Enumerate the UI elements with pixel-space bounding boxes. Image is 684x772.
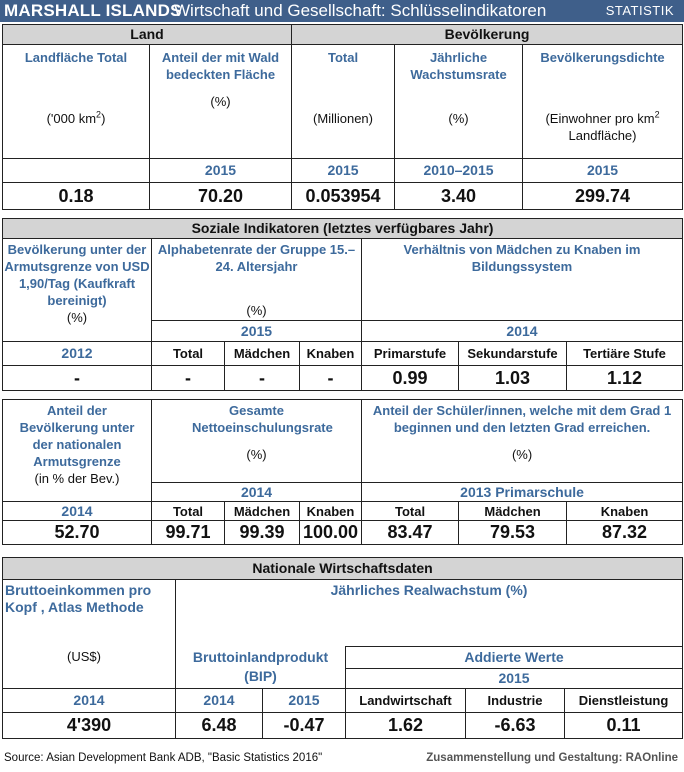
literacy-year: 2015 (152, 321, 362, 342)
ratio-value-primary: 0.99 (362, 366, 459, 391)
completion-col-boys: Knaben (567, 502, 683, 521)
gni-unit: (US$) (67, 649, 101, 664)
forest-cell (150, 45, 292, 159)
growth-unit: (%) (448, 111, 469, 126)
enrol-year: 2014 (152, 483, 362, 502)
ratio-label: Verhältnis von Mädchen zu Knaben im Bildungssystem (403, 242, 641, 274)
gni-value: 4'390 (3, 713, 176, 739)
literacy-value-boys: - (300, 366, 362, 391)
ratio-year: 2014 (362, 321, 683, 342)
pop-total-unit: (Millionen) (313, 111, 373, 126)
literacy-value-total: - (152, 366, 225, 391)
gdp-year-2014: 2014 (176, 689, 263, 713)
area-unit: ('000 $km^2$) (46, 109, 106, 126)
area-label: Landfläche Total (24, 50, 128, 65)
forest-label: Anteil der mit Wald bedeckten Fläche (161, 50, 280, 82)
poverty-value: - (3, 366, 152, 391)
added-value-agriculture: 1.62 (346, 713, 466, 739)
gdp-value-2015: -0.47 (263, 713, 346, 739)
growth-real-cell (176, 580, 683, 647)
poverty-year: 2012 (3, 342, 152, 366)
ratio-col-secondary: Sekundarstufe (459, 342, 567, 366)
literacy-col-boys: Knaben (300, 342, 362, 366)
land-population-table (2, 24, 683, 210)
completion-value-boys: 87.32 (567, 521, 683, 545)
ratio-col-tertiary: Tertiäre Stufe (567, 342, 683, 366)
gdp-label: Bruttoinlandprodukt (BIP) (176, 647, 346, 689)
economy-section-header: Nationale Wirtschaftsdaten (3, 558, 683, 580)
pop-total-label: Total (327, 50, 359, 65)
area-value: 0.18 (3, 183, 150, 210)
country-title: MARSHALL ISLANDS (4, 1, 182, 20)
source-note: Source: Asian Development Bank ADB, "Basic Statistics 2016" (4, 752, 323, 764)
literacy-col-total: Total (152, 342, 225, 366)
added-value-industry: -6.63 (466, 713, 565, 739)
poverty-cell (3, 239, 152, 342)
added-year: 2015 (346, 669, 683, 689)
enrol-col-boys: Knaben (300, 502, 362, 521)
natpov-value: 52.70 (3, 521, 152, 545)
added-col-services: Dienstleistung (565, 689, 683, 713)
poverty-unit: (%) (66, 310, 88, 325)
ratio-col-primary: Primarstufe (362, 342, 459, 366)
forest-value: 70.20 (150, 183, 292, 210)
growth-label: Jährliche Wachstumsrate (410, 50, 507, 82)
natpov-year: 2014 (3, 502, 152, 521)
completion-cell (362, 400, 683, 483)
social-indicators-table (2, 218, 683, 391)
enrol-col-total: Total (152, 502, 225, 521)
forest-unit: (%) (210, 94, 231, 109)
completion-label: Anteil der Schüler/innen, welche mit dem Grad 1 beginnen und den letzten Grad erreichen. (372, 403, 672, 435)
completion-year: 2013 Primarschule (362, 483, 683, 502)
density-cell (523, 45, 683, 159)
growth-real-label: Jährliches Realwachstum (%) (330, 582, 528, 598)
growth-value: 3.40 (395, 183, 523, 210)
gdp-value-2014: 6.48 (176, 713, 263, 739)
density-year: 2015 (523, 159, 683, 183)
pop-total-value: 0.053954 (292, 183, 395, 210)
literacy-cell (152, 239, 362, 321)
added-col-industry: Industrie (466, 689, 565, 713)
completion-unit: (%) (511, 447, 533, 462)
enrol-value-girls: 99.39 (225, 521, 300, 545)
forest-year: 2015 (150, 159, 292, 183)
completion-value-total: 83.47 (362, 521, 459, 545)
literacy-value-girls: - (225, 366, 300, 391)
ratio-value-tertiary: 1.12 (567, 366, 683, 391)
area-year-empty (3, 159, 150, 183)
area-cell (3, 45, 150, 159)
education-table (2, 399, 683, 545)
enrol-value-total: 99.71 (152, 521, 225, 545)
natpov-label: Anteil der Bevölkerung unter der nationalen Armutsgrenze (19, 403, 135, 469)
density-unit: (Einwohner pro $km^2$ Landfläche) (545, 109, 660, 143)
title-bar (0, 0, 684, 22)
credit-note: Zusammenstellung und Gestaltung: RAOnline (426, 752, 678, 764)
page-subtitle: Wirtschaft und Gesellschaft: Schlüsselindikatoren (174, 1, 547, 20)
enrol-value-boys: 100.00 (300, 521, 362, 545)
completion-col-girls: Mädchen (459, 502, 567, 521)
population-section-header: Bevölkerung (292, 25, 683, 45)
enrol-unit: (%) (246, 447, 267, 462)
growth-year: 2010–2015 (395, 159, 523, 183)
gni-label: Bruttoeinkommen pro Kopf , Atlas Methode (5, 582, 152, 615)
ratio-value-secondary: 1.03 (459, 366, 567, 391)
added-value-services: 0.11 (565, 713, 683, 739)
literacy-col-girls: Mädchen (225, 342, 300, 366)
enrol-col-girls: Mädchen (225, 502, 300, 521)
land-section-header: Land (3, 25, 292, 45)
enrol-cell (152, 400, 362, 483)
pop-total-cell (292, 45, 395, 159)
gni-year: 2014 (3, 689, 176, 713)
density-value: 299.74 (523, 183, 683, 210)
economy-table (2, 557, 683, 739)
poverty-label: Bevölkerung unter der Armutsgrenze von USD 1,90/Tag (Kaufkraft bereinigt) (4, 242, 150, 308)
literacy-label: Alphabetenrate der Gruppe 15.–24. Altersjahr (157, 242, 356, 274)
completion-col-total: Total (362, 502, 459, 521)
density-label: Bevölkerungsdichte (540, 50, 665, 65)
growth-cell (395, 45, 523, 159)
natpov-cell (3, 400, 152, 502)
ratio-cell (362, 239, 683, 321)
gni-cell (3, 580, 176, 689)
social-section-header: Soziale Indikatoren (letztes verfügbares Jahr) (3, 219, 683, 239)
natpov-unit: (in % der Bev.) (34, 471, 120, 486)
literacy-unit: (%) (246, 303, 267, 318)
added-col-agriculture: Landwirtschaft (346, 689, 466, 713)
enrol-label: Gesamte Nettoeinschulungsrate (192, 403, 333, 435)
completion-value-girls: 79.53 (459, 521, 567, 545)
statistik-tag: STATISTIK (605, 3, 674, 18)
added-label: Addierte Werte (346, 647, 683, 669)
pop-total-year: 2015 (292, 159, 395, 183)
gdp-year-2015: 2015 (263, 689, 346, 713)
